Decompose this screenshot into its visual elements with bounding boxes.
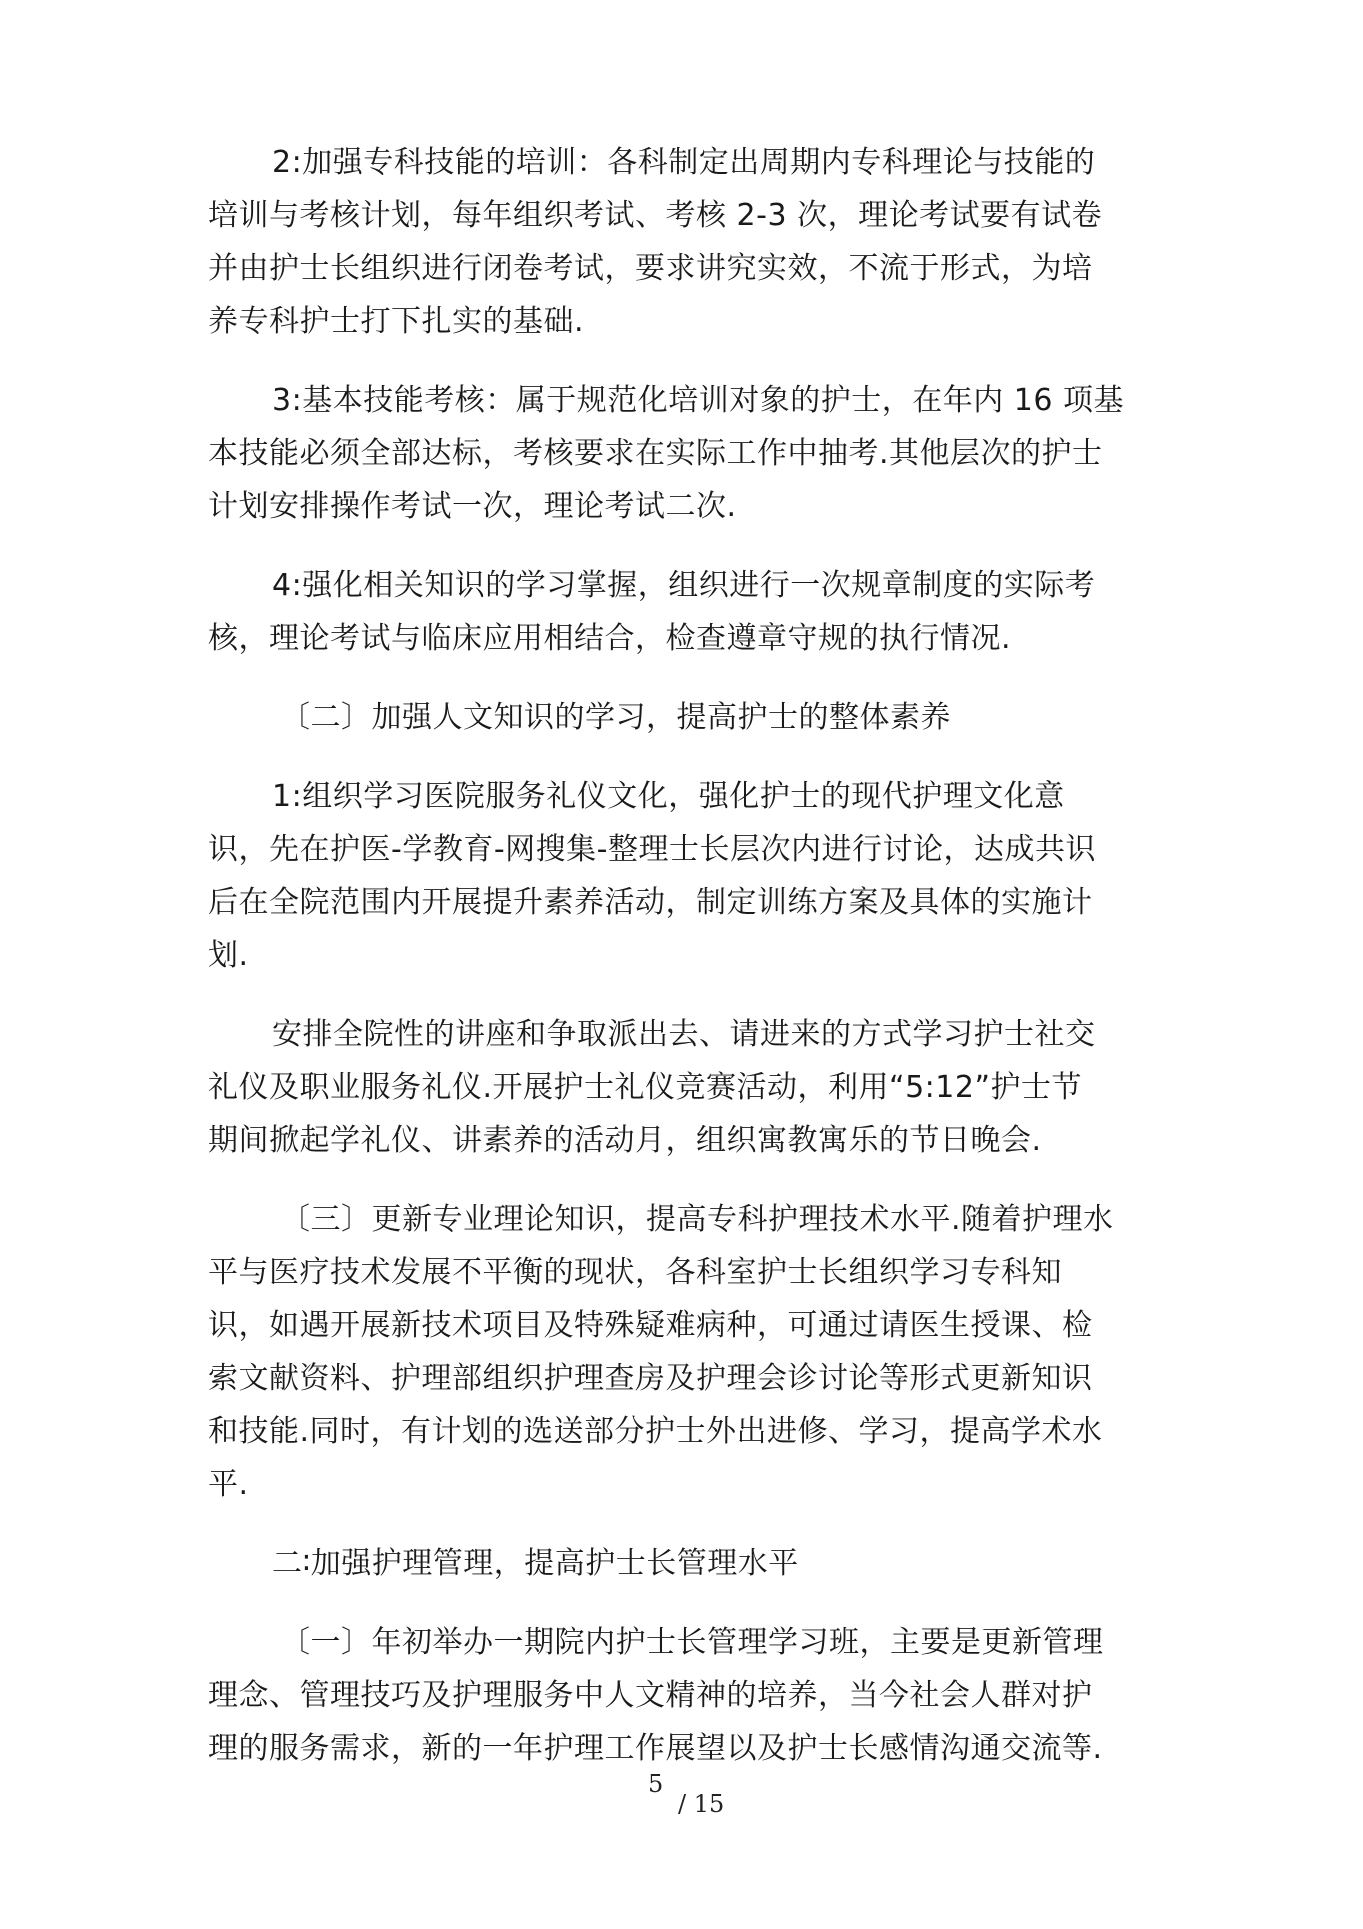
paragraph-etiquette-culture: [208, 770, 1168, 982]
text-line: 并由护士长组织进行闭卷考试，要求讲究实效，不流于形式，为培: [208, 251, 1093, 286]
paragraph-lectures-activities: [208, 1008, 1168, 1167]
text-line: 〔二〕加强人文知识的学习，提高护士的整体素养: [280, 700, 951, 735]
text-line: 二∶加强护理管理，提高护士长管理水平: [272, 1546, 799, 1581]
text-line: 安排全院性的讲座和争取派出去、请进来的方式学习护士社交: [272, 1017, 1096, 1052]
text-line: 划.: [208, 938, 249, 973]
text-line: 1:组织学习医院服务礼仪文化，强化护士的现代护理文化意: [272, 779, 1065, 814]
section-heading-humanities: [208, 691, 1168, 744]
page-number: [0, 1770, 1363, 1830]
text-line: 养专科护士打下扎实的基础.: [208, 304, 585, 339]
text-line: 〔一〕年初举办一期院内护士长管理学习班，主要是更新管理: [280, 1625, 1104, 1660]
text-line: 4:强化相关知识的学习掌握，组织进行一次规章制度的实际考: [272, 568, 1096, 603]
paragraph-knowledge-mastery: [208, 559, 1168, 665]
paragraph-management-training: [208, 1616, 1168, 1775]
text-line: 核，理论考试与临床应用相结合，检查遵章守规的执行情况.: [208, 621, 1012, 656]
text-line: 理念、管理技巧及护理服务中人文精神的培养，当今社会人群对护: [208, 1678, 1093, 1713]
text-line: 识，如遇开展新技术项目及特殊疑难病种，可通过请医生授课、检: [208, 1308, 1093, 1343]
text-line: 期间掀起学礼仪、讲素养的活动月，组织寓教寓乐的节日晚会.: [208, 1123, 1042, 1158]
text-line: 和技能.同时，有计划的选送部分护士外出进修、学习，提高学术水: [208, 1414, 1103, 1449]
text-line: 3:基本技能考核：属于规范化培训对象的护士，在年内 16 项基: [272, 383, 1124, 418]
text-line: 2:加强专科技能的培训：各科制定出周期内专科理论与技能的: [272, 145, 1096, 180]
text-line: 后在全院范围内开展提升素养活动，制定训练方案及具体的实施计: [208, 885, 1093, 920]
total-pages: / 15: [678, 1790, 725, 1818]
text-line: 识，先在护医-学教育-网搜集-整理士长层次内进行讨论，达成共识: [208, 832, 1096, 867]
current-page-number: 5: [648, 1770, 664, 1798]
text-line: 礼仪及职业服务礼仪.开展护士礼仪竞赛活动，利用“5:12”护士节: [208, 1070, 1082, 1105]
text-line: 平与医疗技术发展不平衡的现状，各科室护士长组织学习专科知: [208, 1255, 1062, 1290]
text-line: 索文献资料、护理部组织护理查房及护理会诊讨论等形式更新知识: [208, 1361, 1093, 1396]
text-line: 平.: [208, 1467, 249, 1502]
text-line: 理的服务需求，新的一年护理工作展望以及护士长感情沟通交流等.: [208, 1731, 1103, 1766]
text-line: 本技能必须全部达标，考核要求在实际工作中抽考.其他层次的护士: [208, 436, 1103, 471]
text-line: 计划安排操作考试一次，理论考试二次.: [208, 489, 737, 524]
text-line: 培训与考核计划，每年组织考试、考核 2-3 次，理论考试要有试卷: [208, 198, 1103, 233]
section-heading-management: [208, 1537, 1168, 1590]
document-body: [208, 136, 1168, 1801]
paragraph-basic-skill-assessment: [208, 374, 1168, 533]
paragraph-skill-training: [208, 136, 1168, 348]
text-line: 〔三〕更新专业理论知识，提高专科护理技术水平.随着护理水: [280, 1202, 1114, 1237]
paragraph-professional-knowledge: [208, 1193, 1168, 1511]
